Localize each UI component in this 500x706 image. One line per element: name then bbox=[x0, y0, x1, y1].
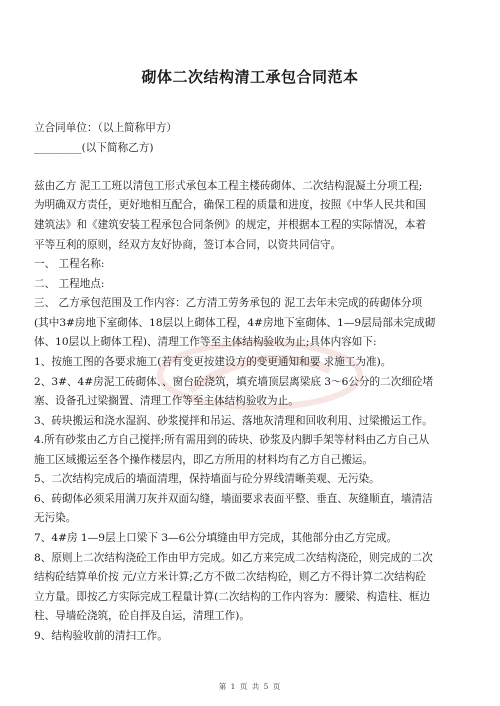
list-item: 4.所有砂浆由乙方自己搅拌;所有需用到的砖块、砂浆及内脚手架等材料由乙方自己从 bbox=[34, 434, 430, 446]
list-item: 9、结构验收前的清扫工作。 bbox=[34, 630, 168, 642]
document-title: 砌体二次结构清工承包合同范本 bbox=[141, 68, 359, 86]
paragraph-line: 建筑法》和《建筑安装工程承包合同条例》的规定，并根据本工程的实际情况，本着 bbox=[34, 219, 426, 231]
list-item: 柱、导墙砼浇筑，砼自拌及自运，清理工作)。 bbox=[34, 610, 251, 622]
list-item: 结构砼结算单价按 元/立方米计算;乙方不做二次结构砼，则乙方不得计算二次结构砼 bbox=[34, 571, 426, 583]
paragraph-line: (其中3#房地下室砌体、18层以上砌体工程，4#房地下室砌体、1—9层局部未完成砌 bbox=[34, 317, 436, 329]
page-footer: 第 1 页 共 5 页 bbox=[218, 682, 282, 691]
section-heading: 一、 工程名称: bbox=[34, 258, 105, 270]
contract-party-a: 立合同单位：（以上简称甲方） bbox=[34, 122, 178, 134]
list-item: 施工区域搬运至各个操作楼层内，即乙方所用的材料均有乙方自己搬运。 bbox=[34, 454, 373, 466]
paragraph-line: 平等互利的原则，经双方友好协商，签订本合同，以资共同信守。 bbox=[34, 239, 342, 251]
paragraph-line: 为明确双方责任，更好地相互配合，确保工程的质量和进度，按照《中华人民共和国 bbox=[34, 199, 426, 211]
list-item: 8、原则上二次结构浇砼工作由甲方完成。如乙方来完成二次结构浇砼，则完成的二次 bbox=[34, 552, 433, 564]
list-item: 1、按施工图的各要求施工(若有变更按建设方的变更通知和要 求施工为准)。 bbox=[34, 356, 392, 368]
list-item: 无污染。 bbox=[34, 512, 77, 524]
list-item: 5、二次结构完成后的墙面清理，保持墙面与砼分界线清晰美观、无污染。 bbox=[34, 473, 380, 485]
list-item: 7、4#房 1—9层上口梁下 3—6公分填缝由甲方完成，其他部分由乙方完成。 bbox=[34, 532, 398, 544]
section-heading: 二、 工程地点: bbox=[34, 278, 105, 290]
list-item: 6、砖砌体必须采用满刀灰并双面勾缝，墙面要求表面平整、垂直、灰缝顺直，墙清洁 bbox=[34, 493, 433, 505]
paragraph-line: 兹由乙方 泥工工班以清包工形式承包本工程主楼砖砌体、二次结构混凝土分项工程; bbox=[34, 180, 423, 192]
contract-party-b: _________(以下简称乙方) bbox=[34, 142, 154, 154]
list-item: 立方量。即按乙方实际完成工程量计算(二次结构的工作内容为：腰梁、构造柱、框边 bbox=[34, 591, 431, 603]
list-item: 2、3#、4#房泥工砖砌体、、窗台砼浇筑，填充墙顶层离梁底 3～6公分的二次细砼堵 bbox=[34, 376, 434, 388]
list-item: 3、砖块搬运和浇水湿润、砂浆搅拌和吊运、落地灰清理和回收利用、过梁搬运工作。 bbox=[34, 415, 433, 427]
paragraph-line: 三、 乙方承包范围及工作内容：乙方清工劳务承包的 泥工去年未完成的砖砌体分项 bbox=[34, 297, 423, 309]
list-item: 塞、设备孔过梁搁置、清理工作等至主体结构验收为止。 bbox=[34, 395, 299, 407]
paragraph-line: 体、10层以上砌体工程)、清理工作等至主体结构验收为止;具体内容如下: bbox=[34, 336, 377, 348]
